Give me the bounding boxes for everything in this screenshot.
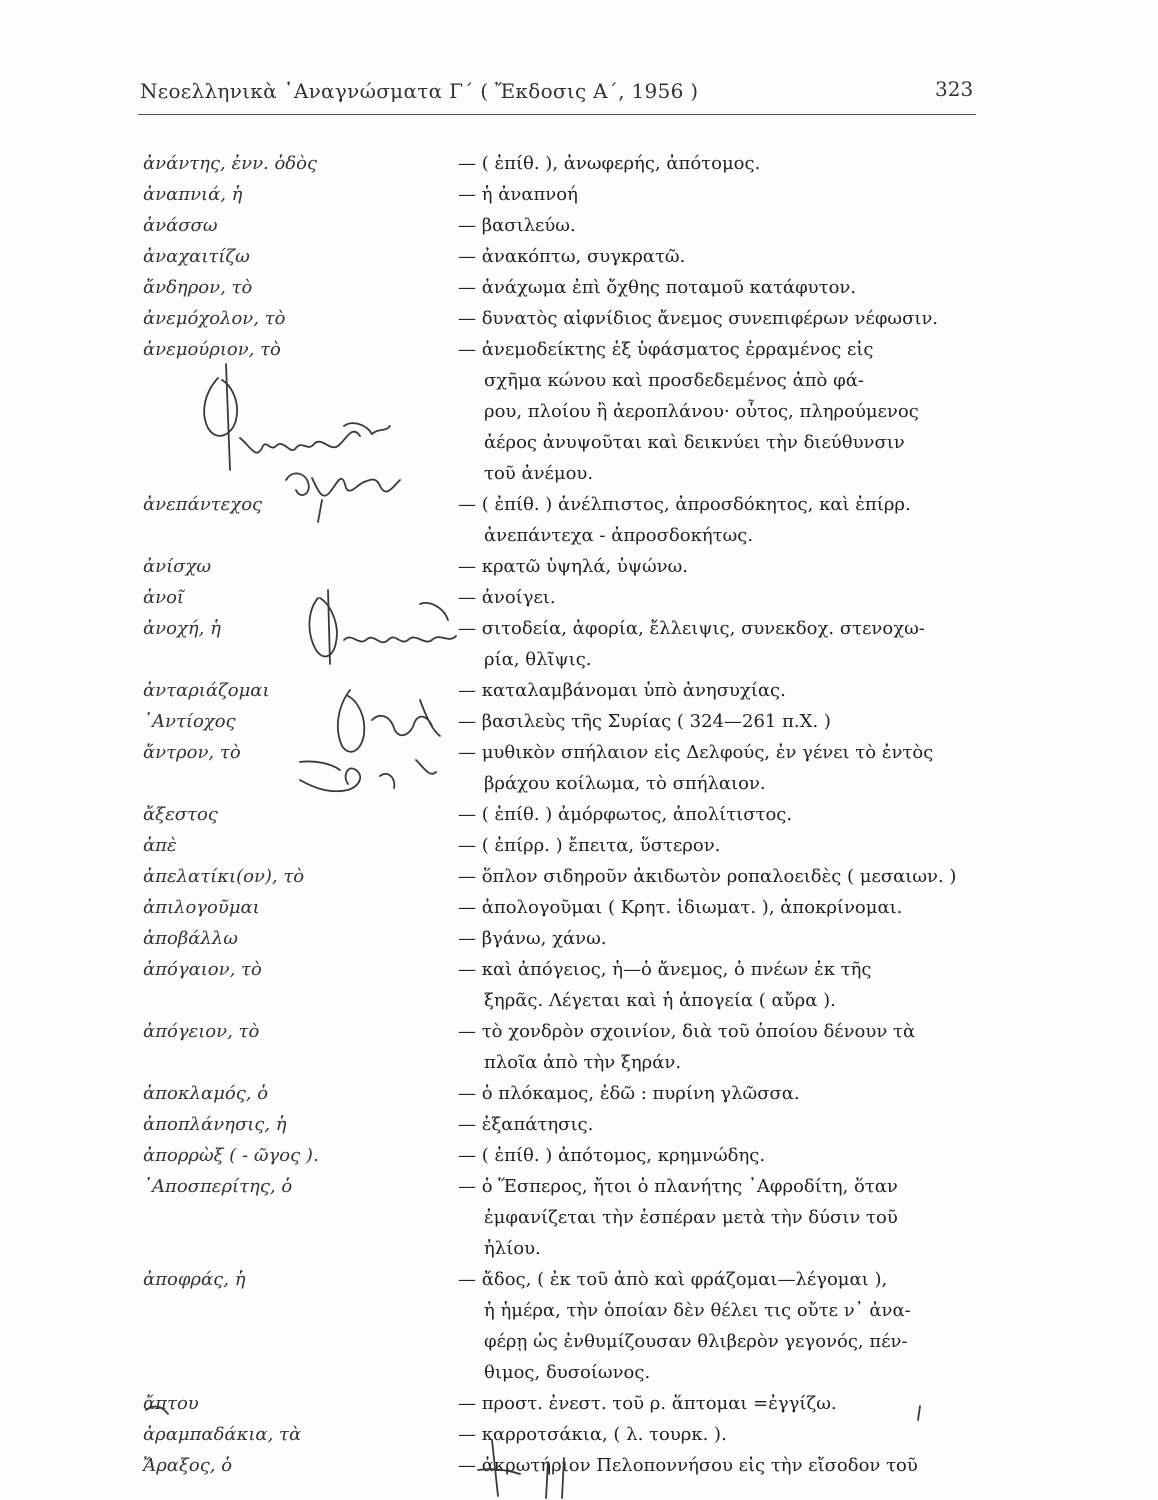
entry-term: ἀπιλογοῦμαι bbox=[143, 897, 260, 918]
entry-term: ἀπὲ bbox=[143, 835, 177, 856]
entry-term: ἀπορρὼξ ( - ῶγος ). bbox=[143, 1145, 319, 1166]
entry-definition bbox=[458, 489, 978, 551]
entry-definition bbox=[458, 737, 978, 799]
definition-line: — ( ἐπίρρ. ) ἔπειτα, ὕστερον. bbox=[458, 835, 721, 856]
definition-line: — μυθικὸν σπήλαιον εἰς Δελφούς, ἐν γένει τὸ ἐντὸς bbox=[458, 742, 934, 763]
definition-line: — ( ἐπίθ. ) ἀμόρφωτος, ἀπολίτιστος. bbox=[458, 804, 793, 825]
entry-definition bbox=[458, 1419, 978, 1450]
entry-definition bbox=[458, 1171, 978, 1264]
definition-line: ἡλίου. bbox=[484, 1238, 541, 1259]
entry-term: ἀνεμόχολον, τὸ bbox=[143, 308, 286, 329]
entry-term: ἀπόγειον, τὸ bbox=[143, 1021, 260, 1042]
entry-definition bbox=[458, 241, 978, 272]
entry-definition bbox=[458, 861, 978, 892]
definition-line: — ἀκρωτήριον Πελοποννήσου εἰς τὴν εἴσοδον τοῦ bbox=[458, 1455, 918, 1476]
definition-line: ἀνεπάντεχα - ἀπροσδοκήτως. bbox=[484, 525, 754, 546]
entry-term: ἀπελατίκι(ον), τὸ bbox=[143, 866, 305, 887]
definition-line: ρία, θλῖψις. bbox=[484, 649, 592, 670]
definition-line: σχῆμα κώνου καὶ προσδεδεμένος ἀπὸ φά- bbox=[484, 370, 864, 391]
definition-line: ρου, πλοίου ἢ ἀεροπλάνου· οὗτος, πληρούμενος bbox=[484, 401, 919, 422]
entry-definition bbox=[458, 582, 978, 613]
definition-line: ξηρᾶς. Λέγεται καὶ ἡ ἀπογεία ( αὔρα ). bbox=[484, 990, 836, 1011]
entry-term: ἄντρον, τὸ bbox=[143, 742, 241, 763]
definition-line: — βασιλεύω. bbox=[458, 215, 576, 236]
definition-line: ἀέρος ἀνυψοῦται καὶ δεικνύει τὴν διεύθυνσιν bbox=[484, 432, 905, 453]
definition-line: — προστ. ἐνεστ. τοῦ ρ. ἅπτομαι =ἐγγίζω. bbox=[458, 1393, 837, 1414]
entry-definition bbox=[458, 1264, 978, 1388]
entry-definition bbox=[458, 551, 978, 582]
definition-line: — κρατῶ ὑψηλά, ὑψώνω. bbox=[458, 556, 688, 577]
definition-line: — τὸ χονδρὸν σχοινίον, διὰ τοῦ ὁποίου δένουν τὰ bbox=[458, 1021, 916, 1042]
definition-line: ἡ ἡμέρα, τὴν ὁποίαν δὲν θέλει τις οὔτε ν᾿ ἀνα- bbox=[484, 1300, 911, 1321]
entry-term: ἀναπνιά, ἡ bbox=[143, 184, 243, 205]
entry-definition bbox=[458, 179, 978, 210]
page-number: 323 bbox=[935, 77, 974, 101]
entry-definition bbox=[458, 303, 978, 334]
entry-term: ἀνταριάζομαι bbox=[143, 680, 270, 701]
running-header-title: Νεοελληνικὰ ᾿Αναγνώσματα Γ΄ ( Ἔκδοσις Α΄, 1956 ) bbox=[140, 79, 699, 103]
definition-line: — καρροτσάκια, ( λ. τουρκ. ). bbox=[458, 1424, 727, 1445]
entry-definition bbox=[458, 954, 978, 1016]
definition-line: — ( ἐπίθ. ), ἀνωφερής, ἀπότομος. bbox=[458, 153, 761, 174]
definition-line: — καὶ ἀπόγειος, ἡ—ὁ ἄνεμος, ὁ πνέων ἐκ τῆς bbox=[458, 959, 872, 980]
definition-line: — ἀνάχωμα ἐπὶ ὄχθης ποταμοῦ κατάφυτον. bbox=[458, 277, 857, 298]
definition-line: — ἀνεμοδείκτης ἐξ ὑφάσματος ἐρραμένος εἰς bbox=[458, 339, 874, 360]
definition-line: — ὁ πλόκαμος, ἐδῶ : πυρίνη γλῶσσα. bbox=[458, 1083, 800, 1104]
definition-line: — ἐξαπάτησις. bbox=[458, 1114, 594, 1135]
entry-definition bbox=[458, 923, 978, 954]
entry-term: ἄνδηρον, τὸ bbox=[143, 277, 253, 298]
entry-definition bbox=[458, 830, 978, 861]
entry-definition bbox=[458, 1140, 978, 1171]
entry-definition bbox=[458, 706, 978, 737]
entry-definition bbox=[458, 1016, 978, 1078]
entry-term: Ἄραξος, ὁ bbox=[143, 1455, 233, 1476]
definition-line: — σιτοδεία, ἀφορία, ἔλλειψις, συνεκδοχ. στενοχω- bbox=[458, 618, 925, 639]
definition-line: — βασιλεὺς τῆς Συρίας ( 324—261 π.Χ. ) bbox=[458, 711, 831, 732]
entry-definition bbox=[458, 210, 978, 241]
definition-line: βράχου κοίλωμα, τὸ σπήλαιον. bbox=[484, 773, 766, 794]
definition-line: — ( ἐπίθ. ) ἀνέλπιστος, ἀπροσδόκητος, καὶ ἐπίρρ. bbox=[458, 494, 911, 515]
entry-definition bbox=[458, 272, 978, 303]
definition-line: — ( ἐπίθ. ) ἀπότομος, κρημνώδης. bbox=[458, 1145, 766, 1166]
entry-term: ἀποφράς, ἡ bbox=[143, 1269, 246, 1290]
entry-definition bbox=[458, 148, 978, 179]
entry-definition bbox=[458, 1450, 978, 1481]
entry-definition bbox=[458, 1109, 978, 1140]
entry-term: ἀποκλαμός, ὁ bbox=[143, 1083, 269, 1104]
entry-definition bbox=[458, 1388, 978, 1419]
definition-line: θιμος, δυσοίωνος. bbox=[484, 1362, 651, 1383]
definition-line: πλοῖα ἀπὸ τὴν ξηράν. bbox=[484, 1052, 682, 1073]
definition-line: — ἀπολογοῦμαι ( Κρητ. ἰδιωματ. ), ἀποκρίνομαι. bbox=[458, 897, 903, 918]
entry-definition bbox=[458, 892, 978, 923]
entry-definition bbox=[458, 613, 978, 675]
entry-term: ἀνοῖ bbox=[143, 587, 184, 608]
entry-term: ἄπτου bbox=[143, 1393, 199, 1414]
definition-line: — ἡ ἀναπνοή bbox=[458, 184, 578, 205]
entry-term: ἀπόγαιον, τὸ bbox=[143, 959, 262, 980]
entry-term: ἀνάσσω bbox=[143, 215, 218, 236]
entry-term: ἀποπλάνησις, ἡ bbox=[143, 1114, 287, 1135]
entry-term: ᾿Αποσπερίτης, ὁ bbox=[143, 1176, 293, 1197]
entry-term: ἀνεπάντεχος bbox=[143, 494, 263, 515]
definition-line: — δυνατὸς αἰφνίδιος ἄνεμος συνεπιφέρων νέφωσιν. bbox=[458, 308, 939, 329]
definition-line: — ἄδος, ( ἐκ τοῦ ἀπὸ καὶ φράζομαι—λέγομαι ), bbox=[458, 1269, 888, 1290]
entry-term: ᾿Αντίοχος bbox=[143, 711, 236, 732]
definition-line: — ὁ Ἕσπερος, ἤτοι ὁ πλανήτης ᾿Αφροδίτη, ὅταν bbox=[458, 1176, 898, 1197]
entry-term: ἀναχαιτίζω bbox=[143, 246, 250, 267]
definition-line: — ἀνακόπτω, συγκρατῶ. bbox=[458, 246, 686, 267]
entry-term: ἀραμπαδάκια, τὰ bbox=[143, 1424, 302, 1445]
definition-line: τοῦ ἀνέμου. bbox=[484, 463, 594, 484]
definition-line: — ἀνοίγει. bbox=[458, 587, 556, 608]
entry-term: ἀνεμούριον, τὸ bbox=[143, 339, 281, 360]
definition-line: — καταλαμβάνομαι ὑπὸ ἀνησυχίας. bbox=[458, 680, 786, 701]
entry-term: ἄξεστος bbox=[143, 804, 218, 825]
entry-definition bbox=[458, 799, 978, 830]
entry-term: ἀνάντης, ἐνν. ὁδὸς bbox=[143, 153, 318, 174]
entry-definition bbox=[458, 334, 978, 489]
definition-line: φέρῃ ὡς ἐνθυμίζουσαν θλιβερὸν γεγονός, πέν- bbox=[484, 1331, 908, 1352]
definition-line: — ὅπλον σιδηροῦν ἀκιδωτὸν ροπαλοειδὲς ( μεσαιων. ) bbox=[458, 866, 957, 887]
entry-term: ἀνοχή, ἡ bbox=[143, 618, 221, 639]
entry-definition bbox=[458, 675, 978, 706]
entry-definition bbox=[458, 1078, 978, 1109]
entry-term: ἀνίσχω bbox=[143, 556, 212, 577]
definition-line: — βγάνω, χάνω. bbox=[458, 928, 607, 949]
definition-line: ἐμφανίζεται τὴν ἑσπέραν μετὰ τὴν δύσιν τοῦ bbox=[484, 1207, 898, 1228]
entry-term: ἀποβάλλω bbox=[143, 928, 238, 949]
